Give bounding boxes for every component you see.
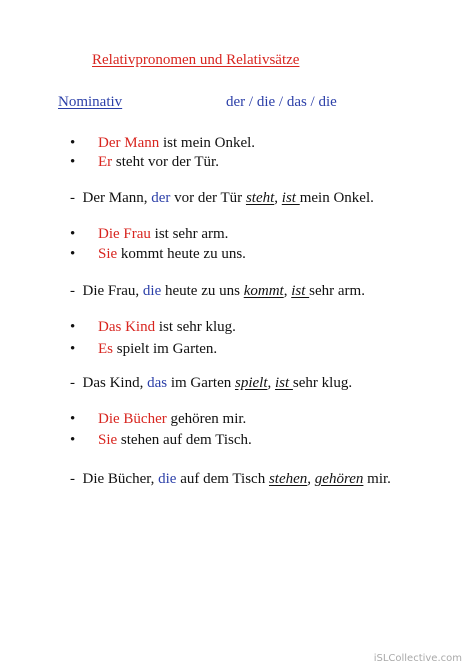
example-sentence xyxy=(98,410,246,428)
example-sentence xyxy=(98,318,236,336)
clause-verb: spielt xyxy=(234,375,268,391)
pronoun-forms: der / die / das / die xyxy=(226,94,337,110)
comma: , xyxy=(267,375,275,391)
predicate: ist mein Onkel. xyxy=(159,135,256,151)
bullet-icon: • xyxy=(70,154,76,170)
bullet-icon: • xyxy=(70,341,76,357)
comma: , xyxy=(307,471,315,487)
predicate: steht vor der Tür. xyxy=(112,154,219,170)
relative-pronoun: das xyxy=(147,375,168,391)
main-verb: ist xyxy=(291,283,310,299)
clause-verb: kommt xyxy=(243,283,284,299)
bullet-icon: • xyxy=(70,319,76,335)
case-label: Nominativ xyxy=(58,94,123,110)
sentence-end: mir. xyxy=(363,471,391,487)
dash-marker: - xyxy=(70,375,75,391)
subject: Sie xyxy=(98,432,118,448)
main-verb: gehören xyxy=(314,471,364,487)
sentence-end: sehr klug. xyxy=(292,375,353,391)
clause-verb: steht xyxy=(245,190,275,206)
relative-clause-sentence xyxy=(70,374,352,392)
example-sentence xyxy=(98,153,219,171)
example-sentence xyxy=(98,134,255,152)
predicate: gehören mir. xyxy=(166,411,247,427)
sentence-start: Die Frau, xyxy=(82,283,143,299)
clause-middle: im Garten xyxy=(167,375,235,391)
subject: Die Frau xyxy=(98,226,151,242)
dash-marker: - xyxy=(70,190,75,206)
worksheet-title: Relativpronomen und Relativsätze xyxy=(92,52,300,68)
subject: Der Mann xyxy=(98,135,160,151)
main-verb: ist xyxy=(274,375,293,391)
bullet-icon: • xyxy=(70,226,76,242)
relative-pronoun: die xyxy=(142,283,162,299)
dash-marker: - xyxy=(70,471,75,487)
dash-marker: - xyxy=(70,283,75,299)
sentence-start: Der Mann, xyxy=(82,190,152,206)
comma: , xyxy=(274,190,282,206)
example-sentence xyxy=(98,340,217,358)
bullet-icon: • xyxy=(70,135,76,151)
subject: Die Bücher xyxy=(98,411,167,427)
subject: Das Kind xyxy=(98,319,156,335)
sentence-end: mein Onkel. xyxy=(299,190,374,206)
example-sentence xyxy=(98,431,252,449)
example-sentence xyxy=(98,225,228,243)
relative-pronoun: der xyxy=(151,190,171,206)
predicate: ist sehr arm. xyxy=(150,226,229,242)
predicate: kommt heute zu uns. xyxy=(117,246,246,262)
clause-middle: vor der Tür xyxy=(170,190,246,206)
relative-clause-sentence xyxy=(70,189,374,207)
sentence-end: sehr arm. xyxy=(309,283,365,299)
clause-middle: auf dem Tisch xyxy=(176,471,269,487)
relative-pronoun: die xyxy=(158,471,177,487)
comma: , xyxy=(283,283,292,299)
predicate: spielt im Garten. xyxy=(113,341,218,357)
predicate: stehen auf dem Tisch. xyxy=(117,432,252,448)
subject: Sie xyxy=(98,246,118,262)
subject: Er xyxy=(98,154,113,170)
bullet-icon: • xyxy=(70,411,76,427)
subject: Es xyxy=(98,341,113,357)
predicate: ist sehr klug. xyxy=(155,319,236,335)
sentence-start: Die Bücher, xyxy=(82,471,159,487)
sentence-start: Das Kind, xyxy=(82,375,148,391)
clause-verb: stehen xyxy=(268,471,308,487)
main-verb: ist xyxy=(281,190,300,206)
clause-middle: heute zu uns xyxy=(161,283,244,299)
relative-clause-sentence xyxy=(70,470,391,488)
bullet-icon: • xyxy=(70,246,76,262)
bullet-icon: • xyxy=(70,432,76,448)
relative-clause-sentence xyxy=(70,282,365,300)
site-watermark: iSLCollective.com xyxy=(373,653,462,664)
example-sentence xyxy=(98,245,246,263)
